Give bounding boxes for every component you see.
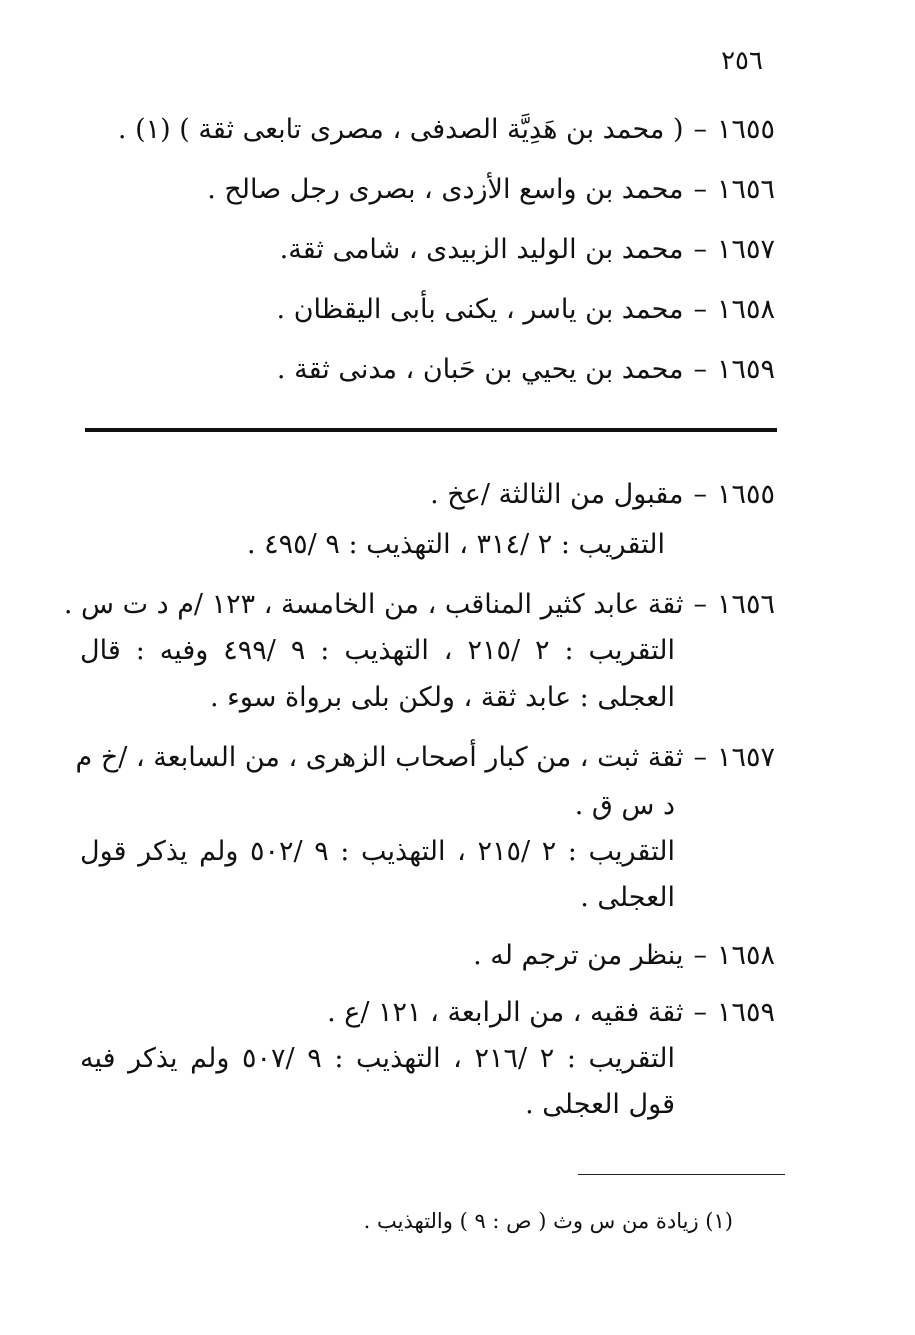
entry-1659 (70, 354, 775, 386)
note-text: التقريب : ٢ /٣١٤ ، التهذيب : ٩ /٤٩٥ . (246, 529, 665, 560)
note-text: مقبول من الثالثة /عخ . (430, 479, 684, 510)
note-text: ثقة عابد كثير المناقب ، من الخامسة ، ١٢٣ /م د ت س . (63, 589, 684, 620)
note-number: ١٦٥٥ (716, 479, 775, 510)
entry-1656 (70, 174, 775, 206)
footnote: (١) زيادة من س وث ( ص : ٩ ) والتهذيب . (363, 1209, 733, 1233)
note-dash: – (693, 589, 707, 620)
note-dash: – (693, 997, 707, 1028)
entry-1658 (70, 294, 775, 326)
note-number: ١٦٥٨ (716, 940, 775, 971)
entry-number: ١٦٥٧ (716, 234, 775, 265)
entry-text: ( محمد بن هَدِيَّة الصدفى ، مصرى تابعى ثقة ) (١) . (117, 114, 684, 145)
note-dash: – (693, 479, 707, 510)
entry-dash: – (693, 354, 707, 385)
note-1655-line-2 (70, 529, 665, 561)
note-text: ينظر من ترجم له . (473, 940, 684, 971)
section-divider (85, 428, 777, 432)
note-number: ١٦٥٩ (716, 997, 775, 1028)
note-text: قول العجلى . (525, 1089, 675, 1120)
note-dash: – (693, 742, 707, 773)
entry-number: ١٦٥٨ (716, 294, 775, 325)
entry-dash: – (693, 114, 707, 145)
note-1659-line-3 (80, 1089, 675, 1121)
entry-text: محمد بن ياسر ، يكنى بأبى اليقظان . (276, 294, 684, 325)
note-1658-line-1 (70, 940, 775, 972)
note-1659-line-1 (70, 997, 775, 1029)
entry-number: ١٦٥٦ (716, 174, 775, 205)
note-1656-line-1 (63, 589, 775, 621)
note-text: التقريب : ٢ /٢١٦ ، التهذيب : ٩ /٥٠٧ ولم يذكر فيه (80, 1043, 675, 1074)
note-text: التقريب : ٢ /٢١٥ ، التهذيب : ٩ /٥٠٢ ولم يذكر قول (80, 836, 675, 867)
page-number: ٢٥٦ (721, 46, 763, 76)
note-dash: – (693, 940, 707, 971)
note-1657-line-3 (80, 836, 675, 868)
note-1657-line-1 (70, 742, 775, 774)
entry-1655 (70, 114, 775, 146)
note-1656-line-2 (80, 635, 675, 667)
note-text: التقريب : ٢ /٢١٥ ، التهذيب : ٩ /٤٩٩ وفيه : قال (80, 635, 675, 666)
note-1655-line-1 (70, 479, 775, 511)
note-text: العجلى : عابد ثقة ، ولكن بلى برواة سوء . (210, 682, 675, 713)
note-1657-line-4 (80, 882, 675, 914)
note-text: ثقة فقيه ، من الرابعة ، ١٢١ /ع . (327, 997, 684, 1028)
entry-dash: – (693, 174, 707, 205)
entry-dash: – (693, 234, 707, 265)
note-1656-line-3 (80, 682, 675, 714)
note-text: د س ق . (574, 790, 675, 821)
entry-text: محمد بن الوليد الزبيدى ، شامى ثقة. (279, 234, 684, 265)
note-number: ١٦٥٧ (716, 742, 775, 773)
entry-dash: – (693, 294, 707, 325)
entry-text: محمد بن واسع الأزدى ، بصرى رجل صالح . (207, 174, 684, 205)
entry-1657 (70, 234, 775, 266)
footnote-divider (578, 1174, 785, 1175)
note-number: ١٦٥٦ (716, 589, 775, 620)
entry-number: ١٦٥٥ (716, 114, 775, 145)
note-1659-line-2 (80, 1043, 675, 1075)
note-text: ثقة ثبت ، من كبار أصحاب الزهرى ، من السابعة ، /خ م (75, 742, 684, 773)
note-text: العجلى . (580, 882, 675, 913)
note-1657-line-2 (80, 790, 675, 822)
entry-text: محمد بن يحيي بن حَبان ، مدنى ثقة . (276, 354, 684, 385)
entry-number: ١٦٥٩ (716, 354, 775, 385)
